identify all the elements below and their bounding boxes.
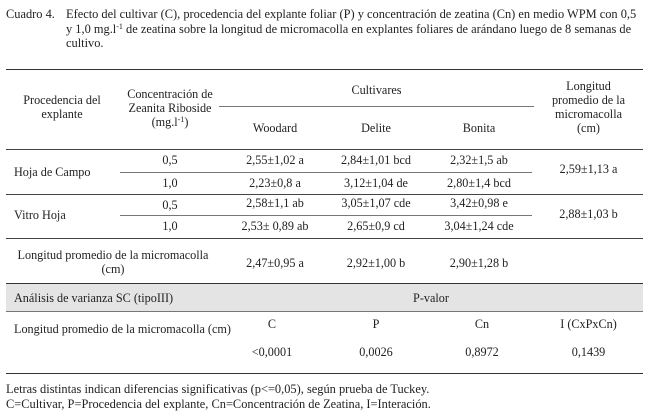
anova-h-i: I (CxPxCn) bbox=[560, 317, 617, 331]
caption-line-3: cultivo. bbox=[66, 36, 104, 50]
anova-h-c: C bbox=[267, 317, 277, 331]
campo-05-bonita: 2,32±1,5 ab bbox=[450, 153, 508, 167]
header-cultivares: Cultivares bbox=[351, 83, 402, 97]
anova-title: Análisis de varianza SC (tipoIII) bbox=[14, 291, 174, 305]
anova-v-p: 0,0026 bbox=[359, 345, 393, 359]
vitro-bottom-rule bbox=[6, 238, 643, 239]
header-longitud: Longitud promedio de la micromacolla (cm) bbox=[551, 79, 626, 135]
vitro-05-delite: 3,05±1,07 cde bbox=[341, 196, 411, 210]
vitro-10-delite: 2,65±0,9 cd bbox=[347, 219, 405, 233]
table-bottom-rule bbox=[6, 373, 643, 374]
campo-conc-05: 0,5 bbox=[162, 153, 178, 167]
anova-v-i: 0,1439 bbox=[571, 345, 606, 359]
campo-10-woodard: 2,23±0,8 a bbox=[249, 176, 301, 190]
anova-v-c: <0,0001 bbox=[251, 345, 293, 359]
campo-mean: 2,59±1,13 a bbox=[559, 162, 618, 176]
vitro-conc-10: 1,0 bbox=[162, 219, 178, 233]
campo-05-woodard: 2,55±1,02 a bbox=[246, 153, 304, 167]
anova-v-cn: 0,8972 bbox=[465, 345, 499, 359]
vitro-mean: 2,88±1,03 b bbox=[559, 207, 618, 221]
footnote-2: C=Cultivar, P=Procedencia del explante, Cn=Concentración de Zeatina, I=Interación. bbox=[6, 397, 431, 411]
caption-label: Cuadro 4. bbox=[6, 7, 55, 21]
row-label-campo: Hoja de Campo bbox=[14, 165, 91, 179]
header-bottom-rule bbox=[6, 149, 643, 150]
header-delite: Delite bbox=[361, 121, 391, 135]
anova-pvalor: P-valor bbox=[413, 291, 449, 305]
vitro-conc-05: 0,5 bbox=[162, 198, 178, 212]
anova-row-label: Longitud promedio de la micromacolla (cm) bbox=[14, 322, 231, 336]
header-procedencia: Procedencia del explante bbox=[23, 93, 101, 121]
footnote-1: Letras distintas indican diferencias significativas (p<=0,05), según prueba de Tuckey. bbox=[6, 382, 430, 396]
means-label: Longitud promedio de la micromacolla (cm) bbox=[17, 248, 209, 276]
cultivares-rule bbox=[219, 106, 534, 107]
row-label-vitro: Vitro Hoja bbox=[14, 208, 66, 222]
campo-bottom-rule bbox=[6, 194, 643, 195]
anova-h-cn: Cn bbox=[474, 317, 490, 331]
mean-delite: 2,92±1,00 b bbox=[346, 256, 406, 270]
caption-line-1: Efecto del cultivar (C), procedencia del explante foliar (P) y concentración de zeatina (Cn) en medio WPM con 0,5 bbox=[66, 7, 637, 21]
campo-conc-10: 1,0 bbox=[162, 176, 178, 190]
campo-05-delite: 2,84±1,01 bcd bbox=[341, 153, 411, 167]
vitro-mid-rule bbox=[120, 215, 532, 216]
vitro-10-woodard: 2,53± 0,89 ab bbox=[241, 219, 309, 233]
anova-h-p: P bbox=[372, 317, 380, 331]
header-concentracion: Concentración de Zeanita Riboside $(mg.l^{-1})$ bbox=[127, 87, 213, 129]
header-woodard: Woodard bbox=[252, 121, 298, 135]
mean-bonita: 2,90±1,28 b bbox=[449, 256, 509, 270]
vitro-05-bonita: 3,42±0,98 e bbox=[450, 196, 508, 210]
table-top-rule bbox=[6, 69, 643, 70]
campo-mid-rule bbox=[120, 172, 532, 173]
vitro-05-woodard: 2,58±1,1 ab bbox=[246, 196, 304, 210]
vitro-10-bonita: 3,04±1,24 cde bbox=[444, 219, 514, 233]
mean-woodard: 2,47±0,95 a bbox=[246, 256, 304, 270]
anova-header-rule bbox=[6, 311, 643, 312]
header-bonita: Bonita bbox=[462, 121, 496, 135]
caption-line-2: y 1,0 $mg.l^{-1}$ de zeatina sobre la longitud de micromacolla en explantes foliares de arándano luego de 8 semanas de bbox=[66, 21, 632, 36]
campo-10-delite: 3,12±1,04 de bbox=[344, 176, 408, 190]
campo-10-bonita: 2,80±1,4 bcd bbox=[447, 176, 511, 190]
